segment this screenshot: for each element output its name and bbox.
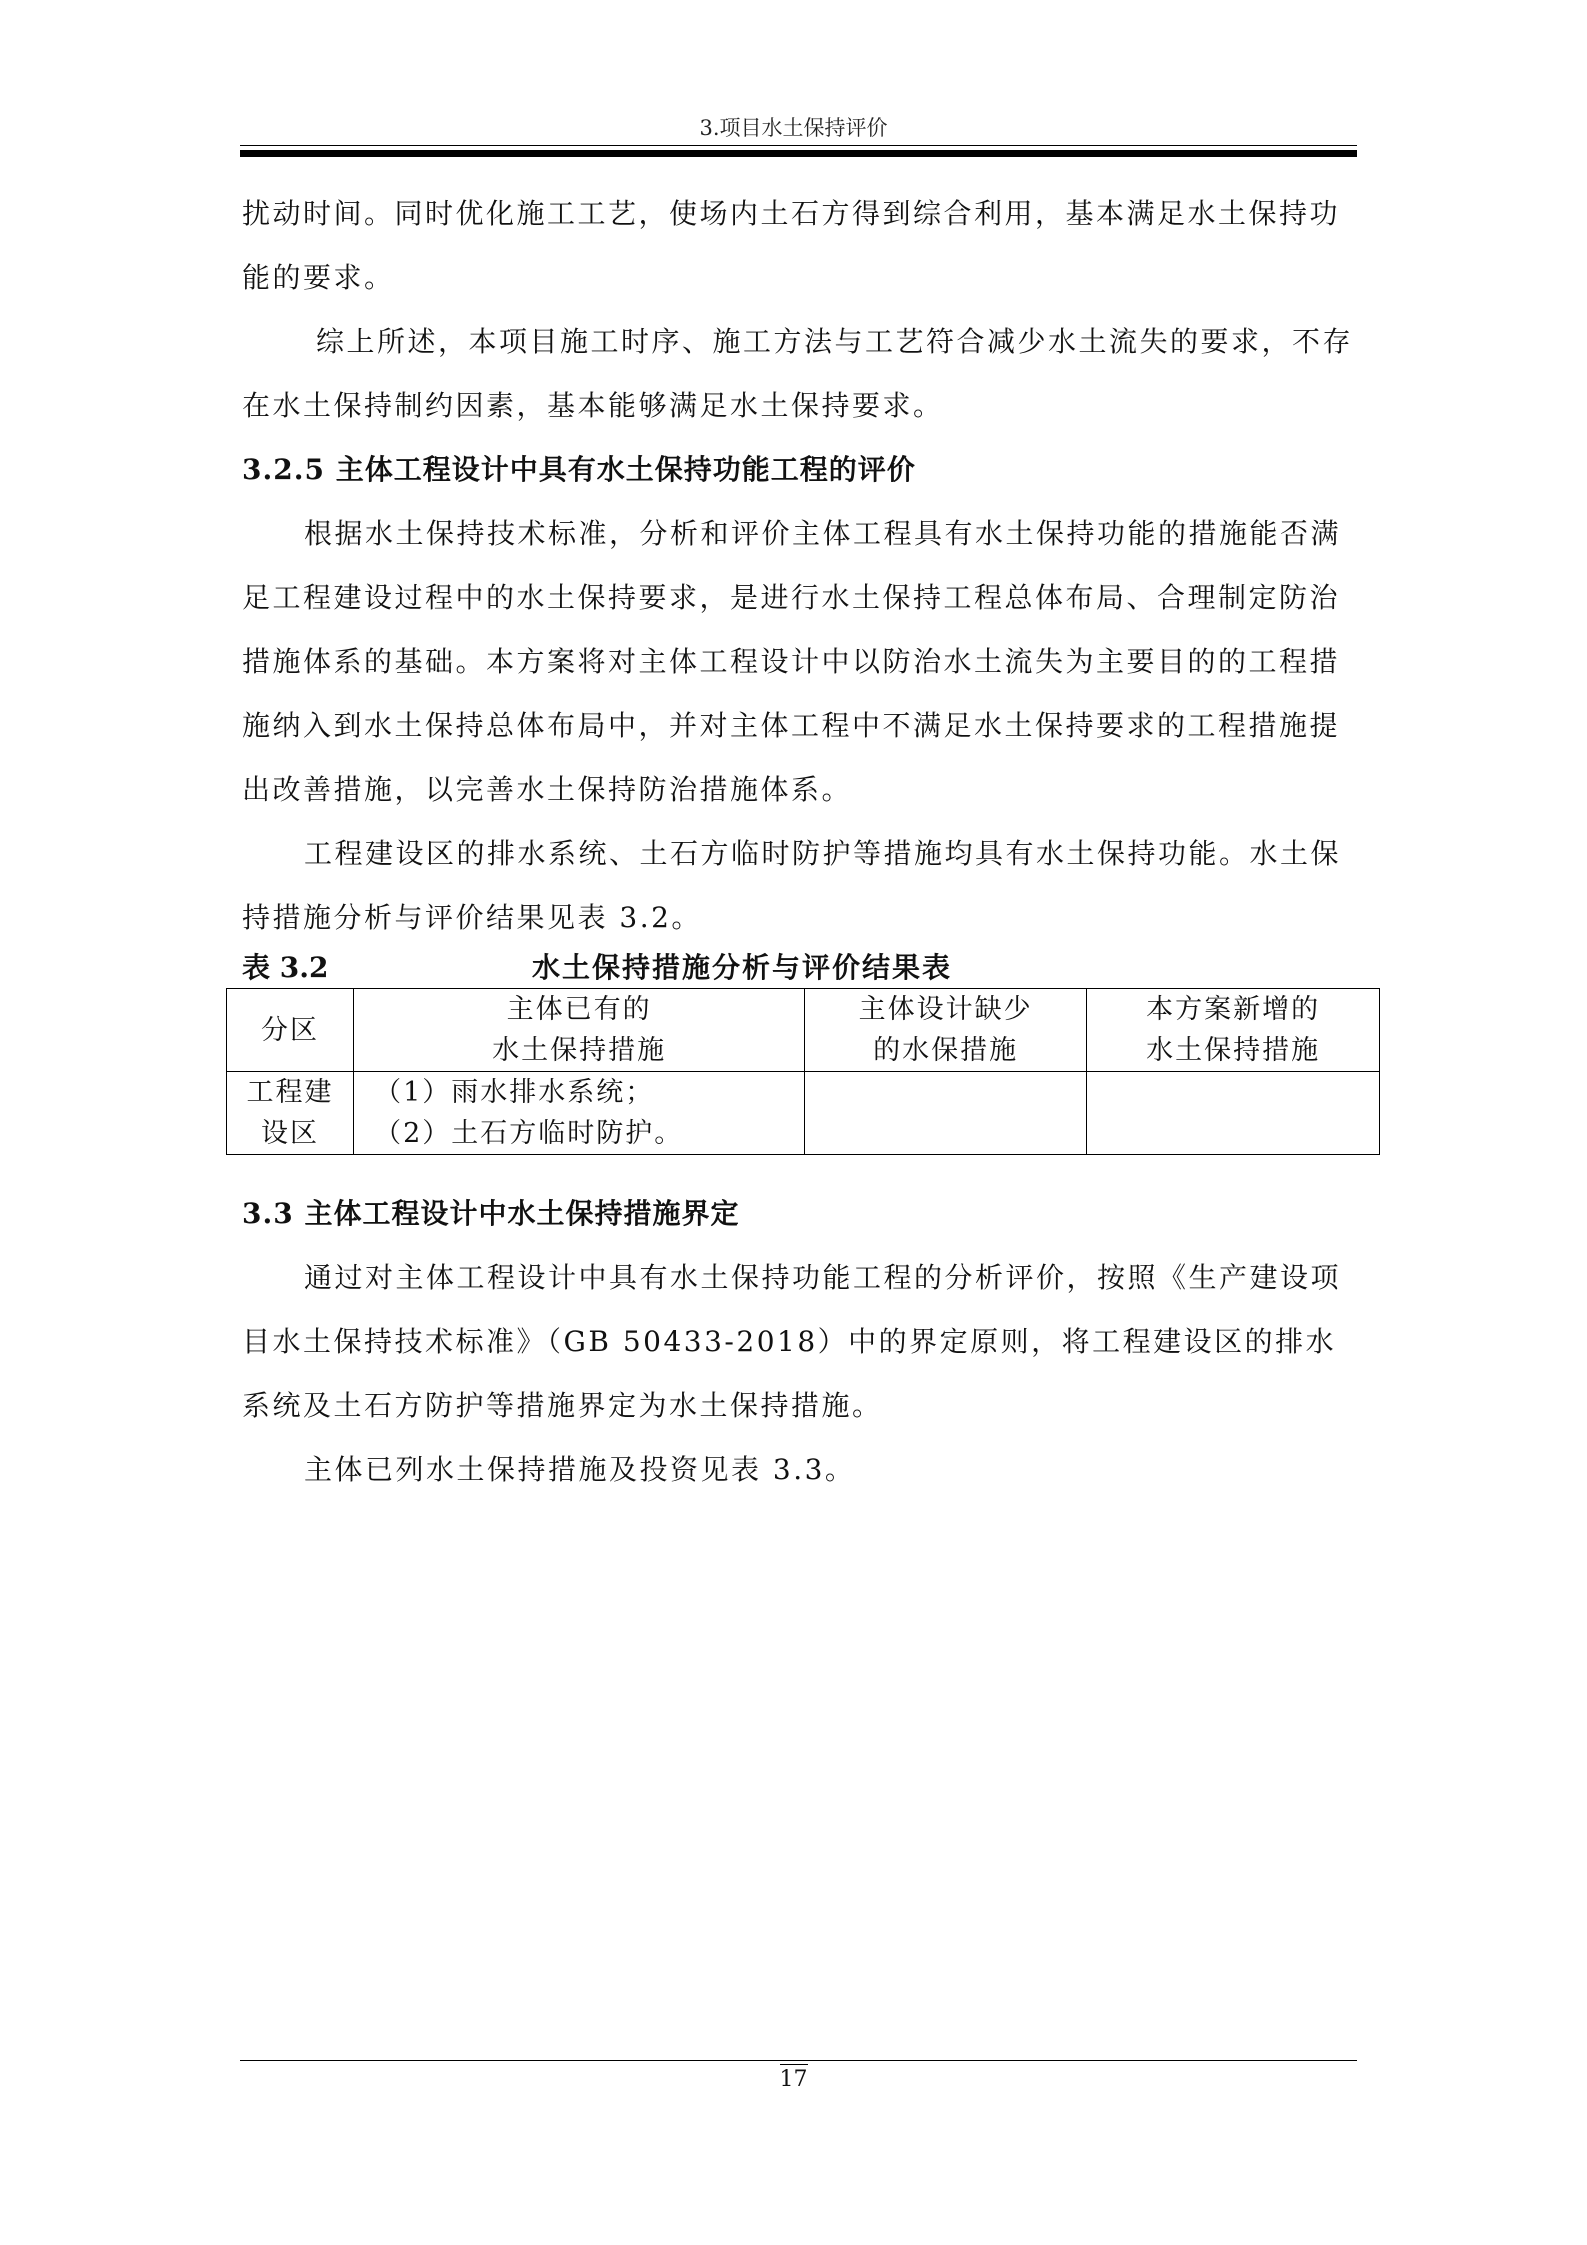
header-existing-line1: 主体已有的 bbox=[506, 994, 652, 1025]
table-title: 水土保持措施分析与评价结果表 bbox=[532, 951, 953, 984]
section-heading-3-2-5: 3.2.5 主体工程设计中具有水土保持功能工程的评价 bbox=[242, 453, 916, 486]
header-added bbox=[1087, 989, 1380, 1072]
cell-existing-measures bbox=[354, 1072, 805, 1155]
paragraph-continued: 扰动时间。同时优化施工工艺，使场内土石方得到综合利用，基本满足水土保持功能的要求。 bbox=[242, 197, 1341, 294]
table-number: 表 3.2 bbox=[242, 951, 329, 984]
measures-table bbox=[226, 988, 1380, 1155]
paragraph-summary: 综上所述，本项目施工时序、施工方法与工艺符合减少水土流失的要求，不存在水土保持制约因素，基本能够满足水土保持要求。 bbox=[242, 325, 1354, 422]
page-number-text: 17 bbox=[780, 2064, 808, 2092]
paragraph-drainage: 工程建设区的排水系统、土石方临时防护等措施均具有水土保持功能。水土保持措施分析与评价结果见表 3.2。 bbox=[242, 837, 1342, 934]
header-existing bbox=[354, 989, 805, 1072]
header-zone: 分区 bbox=[227, 989, 354, 1072]
header-lacking-line2: 的水保措施 bbox=[873, 1035, 1019, 1066]
paragraph-investment: 主体已列水土保持措施及投资见表 3.3。 bbox=[304, 1453, 856, 1486]
paragraph-definition: 通过对主体工程设计中具有水土保持功能工程的分析评价，按照《生产建设项目水土保持技术标准》（GB 50433-2018）中的界定原则，将工程建设区的排水系统及土石方防护等措施界定为水土保持措施。 bbox=[242, 1261, 1342, 1422]
cell-zone bbox=[227, 1072, 354, 1155]
body-bottom bbox=[242, 1182, 1355, 1502]
table-header-row bbox=[227, 989, 1380, 1072]
header-added-line2: 水土保持措施 bbox=[1146, 1035, 1321, 1066]
header-lacking-line1: 主体设计缺少 bbox=[858, 994, 1033, 1025]
paragraph-evaluation: 根据水土保持技术标准，分析和评价主体工程具有水土保持功能的措施能否满足工程建设过程中的水土保持要求，是进行水土保持工程总体布局、合理制定防治措施体系的基础。本方案将对主体工程设计中以防治水土流失为主要目的的工程措施纳入到水土保持总体布局中，并对主体工程中不满足水土保持要求的工程措施提出改善措施，以完善水土保持防治措施体系。 bbox=[242, 517, 1342, 806]
table-caption bbox=[242, 946, 1355, 986]
page-number bbox=[0, 2067, 1587, 2092]
cell-zone-line2: 设区 bbox=[261, 1118, 320, 1149]
body-top bbox=[242, 182, 1355, 950]
running-header: 3.项目水土保持评价 bbox=[699, 116, 888, 140]
header-lacking bbox=[805, 989, 1087, 1072]
footer-rule bbox=[240, 2060, 1357, 2061]
cell-added-measures bbox=[1087, 1072, 1380, 1155]
measure-item-1: （1）雨水排水系统； bbox=[374, 1077, 655, 1108]
section-heading-3-3: 3.3 主体工程设计中水土保持措施界定 bbox=[242, 1197, 740, 1230]
header-existing-line2: 水土保持措施 bbox=[492, 1035, 667, 1066]
table-row bbox=[227, 1072, 1380, 1155]
measure-item-2: （2）土石方临时防护。 bbox=[374, 1118, 684, 1149]
cell-lacking-measures bbox=[805, 1072, 1087, 1155]
header-added-line1: 本方案新增的 bbox=[1146, 994, 1321, 1025]
header-rule-thick bbox=[240, 150, 1357, 157]
cell-zone-line1: 工程建 bbox=[246, 1077, 334, 1108]
header-rule-thin bbox=[240, 145, 1357, 146]
